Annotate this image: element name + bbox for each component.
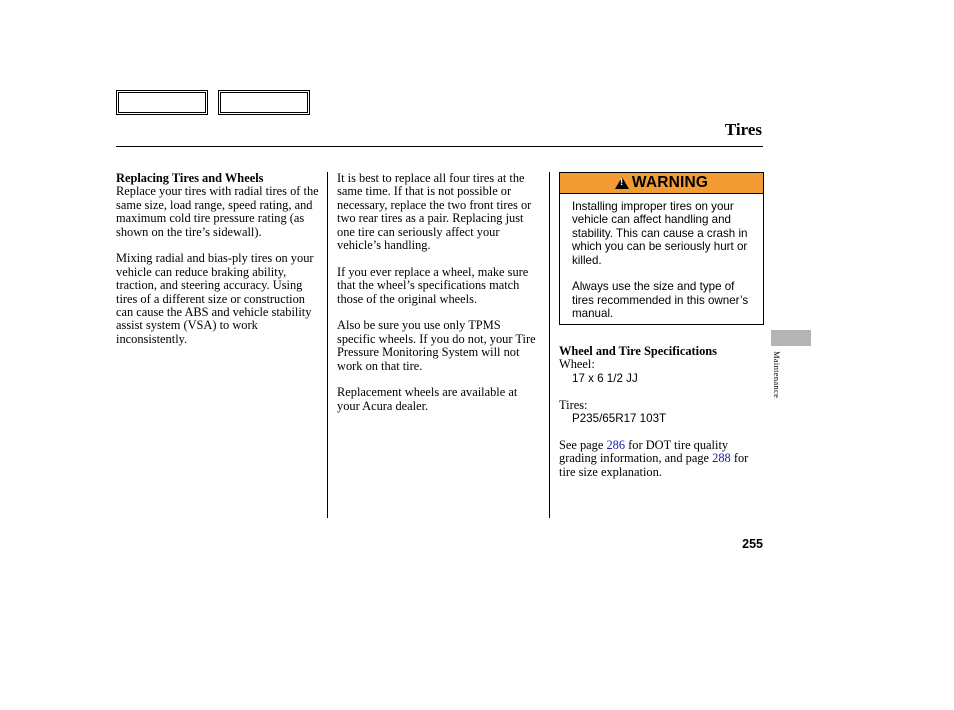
wheel-tire-specifications [559,345,764,479]
column-2 [337,172,541,427]
warning-triangle-icon [615,177,629,189]
paragraph-tpms-wheels: Also be sure you use only TPMS specific wheels. If you do not, your Tire Pressure Monitoring System will not work on that tire. [337,318,536,373]
paragraph-mixing-tires: Mixing radial and bias-ply tires on your vehicle can reduce braking ability, traction, and steering accuracy. Using tires of a different size or construction can cause the ABS and vehicle stability assist system (VSA) to work inconsistently. [116,251,314,346]
paragraph-text: Replace your tires with radial tires of the same size, load range, speed rating, and maximum cold tire pressure rating (as shown on the tire’s sidewall). [116,184,319,239]
warning-box [559,172,764,325]
previous-page-button[interactable] [116,90,208,115]
page-link-286[interactable]: 286 [606,437,626,452]
page-link-288[interactable]: 288 [712,451,731,466]
header-divider [116,146,763,147]
warning-body [560,194,763,321]
tires-value: P235/65R17 103T [572,412,667,426]
column-divider-1 [327,172,328,518]
wheel-value: 17 x 6 1/2 JJ [572,371,638,385]
specs-heading: Wheel and Tire Specifications [559,344,717,358]
section-heading-replacing-tires: Replacing Tires and Wheels [116,171,264,185]
cross-reference-text: See page 286 for DOT tire quality grading information, and page 288 for tire size explanation. [559,437,749,479]
paragraph-replace-four: It is best to replace all four tires at the same time. If that is not possible or necessary, replace the two front tires or two rear tires as a pair. Replacing just one tire can seriously affect your vehicle’s handling. [337,171,532,253]
paragraph-replacing-tires [116,172,322,239]
column-1 [116,172,322,360]
warning-text-2: Always use the size and type of tires recommended in this owner’s manual. [572,280,749,321]
column-divider-2 [549,172,550,518]
tires-label: Tires: [559,397,588,412]
warning-header [560,173,763,194]
wheel-label: Wheel: [559,357,595,372]
section-label: Maintenance [772,351,782,399]
warning-text-1: Installing improper tires on your vehicle can affect handling and stability. This can cause a crash in which you can be seriously hurt or killed. [572,200,748,267]
paragraph-replace-wheel: If you ever replace a wheel, make sure that the wheel’s specifications match those of the original wheels. [337,264,529,306]
section-tab [771,330,811,346]
page-title: Tires [724,120,762,139]
page-number: 255 [742,537,763,551]
next-page-button[interactable] [218,90,310,115]
paragraph-dealer: Replacement wheels are available at your Acura dealer. [337,385,518,413]
warning-label: WARNING [631,174,709,191]
